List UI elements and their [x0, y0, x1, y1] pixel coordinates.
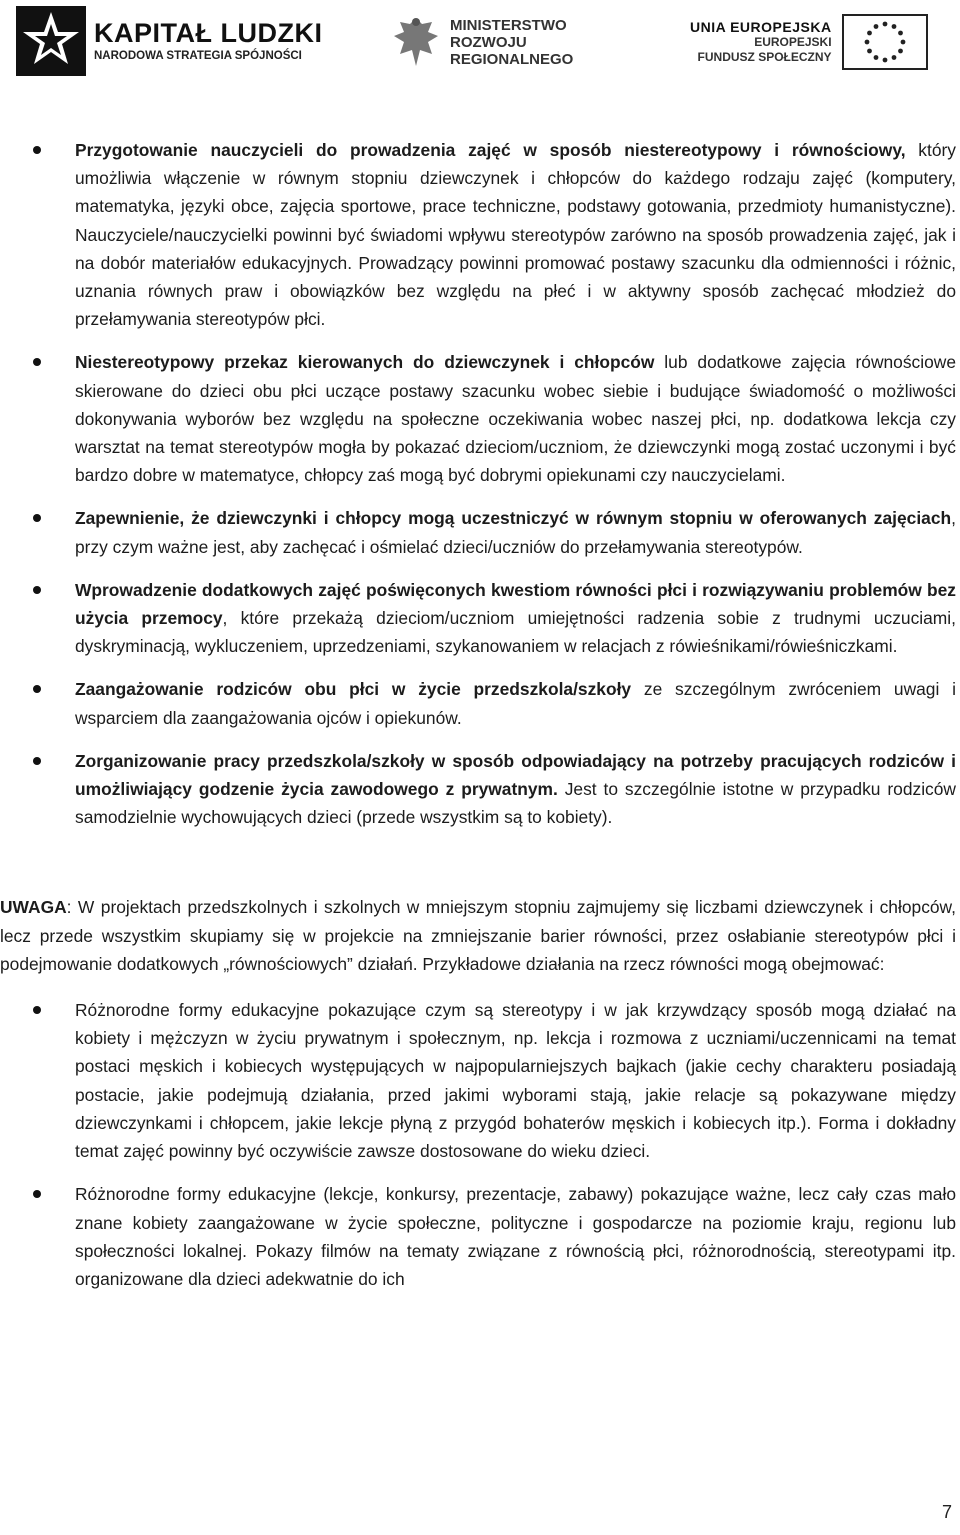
list-item: Różnorodne formy edukacyjne (lekcje, konkursy, prezentacje, zabawy) pokazujące ważne, lecz cały czas mało znane kobiety zaangażowane w życie społeczne, polityczne i gospodarcze na poziomie kraju, regionu lub społeczności lokalnej. Pokazy filmów na tematy związane z równością płci, różnorodnością, stereotypami itp. organizowane dla dzieci adekwatnie do ich	[0, 1180, 956, 1293]
note-text: : W projektach przedszkolnych i szkolnych w mniejszym stopniu zajmujemy się liczbami dziewczynek i chłopców, lecz przede wszystkim skupiamy się w projekcie na zmniejszanie barier równości, przez osłabianie stereotypów płci i podejmowanie dodatkowych „równościowych” działań. Przykładowe działania na rzecz równości mogą obejmować:	[0, 897, 956, 974]
eu-logo	[690, 14, 928, 70]
ministry-line-3: REGIONALNEGO	[450, 50, 574, 68]
page-number: 7	[941, 1502, 952, 1522]
list-item: Przygotowanie nauczycieli do prowadzenia zajęć w sposób niestereotypowy i równościowy, który umożliwia włączenie w równym stopniu dziewczynek i chłopców do każdego rodzaju zajęć (komputery, matematyka, języki obce, zajęcia sportowe, prace techniczne, podstawy gotowania, przedmioty humanistyczne). Nauczyciele/nauczycielki powinni być świadomi wpływu stereotypów zarówno na sposób prowadzenia zajęć, jak i na dobór materiałów edukacyjnych. Prowadzący powinni promować postawy szacunku dla odmienności i różnic, uznania równych praw i obowiązków bez względu na płeć i w aktywny sposób zachęcać młodzież do przełamywania stereotypów płci.	[0, 136, 956, 333]
list-item: Niestereotypowy przekaz kierowanych do dziewczynek i chłopców lub dodatkowe zajęcia równościowe skierowane do dzieci obu płci uczące postawy szacunku wobec siebie i budujące świadomość o możliwości dokonywania wyborów bez względu na społeczne oczekiwania wobec naszej płci, np. dodatkowa lekcja czy warsztat na temat stereotypów mogła by pokazać dzieciom/uczniom, że dziewczynki mogą zostać uczonymi i być bardzo dobre w matematyce, chłopcy zaś mogą być dobrymi opiekunami czy nauczycielami.	[0, 348, 956, 489]
kapital-title: KAPITAŁ LUDZKI	[94, 17, 323, 48]
bullet-icon	[33, 1190, 41, 1198]
example-actions-list	[0, 996, 956, 1293]
bullet-icon	[33, 685, 41, 693]
bullet-icon	[33, 757, 41, 765]
bullet-icon	[33, 586, 41, 594]
bullet-icon	[33, 146, 41, 154]
list-item: Zaangażowanie rodziców obu płci w życie przedszkola/szkoły ze szczególnym zwróceniem uwagi i wsparciem dla zaangażowania ojców i opiekunów.	[0, 675, 956, 731]
note-label: UWAGA	[0, 897, 67, 918]
bullet-icon	[33, 514, 41, 522]
list-item: Zorganizowanie pracy przedszkola/szkoły w sposób odpowiadający na potrzeby pracujących rodziców i umożliwiający godzenie życia zawodowego z prywatnym. Jest to szczególnie istotne w przypadku rodziców samodzielnie wychowujących dzieci (przede wszystkim są to kobiety).	[0, 747, 956, 832]
eu-flag-icon	[842, 14, 928, 70]
kapital-subtitle: NARODOWA STRATEGIA SPÓJNOŚCI	[94, 49, 302, 62]
bullet-icon	[33, 358, 41, 366]
eu-line-2: EUROPEJSKI	[754, 34, 832, 49]
eagle-emblem-icon	[392, 14, 440, 70]
page-header	[0, 0, 960, 80]
document-body	[0, 136, 956, 1308]
note-paragraph	[0, 893, 956, 978]
eu-line-3: FUNDUSZ SPOŁECZNY	[697, 49, 832, 64]
eu-line-1: UNIA EUROPEJSKA	[690, 18, 832, 35]
list-item: Wprowadzenie dodatkowych zajęć poświęconych kwestiom równości płci i rozwiązywaniu problemów bez użycia przemocy, które przekażą dzieciom/uczniom umiejętności radzenia sobie z trudnymi uczuciami, dyskryminacją, wykluczeniem, uprzedzeniami, szykanowaniem w relacjach z rówieśnikami/rówieśniczkami.	[0, 576, 956, 661]
recommendation-list	[0, 136, 956, 831]
star-emblem-icon	[16, 6, 86, 76]
list-item: Zapewnienie, że dziewczynki i chłopcy mogą uczestniczyć w równym stopniu w oferowanych zajęciach, przy czym ważne jest, aby zachęcać i ośmielać dzieci/uczniów do przełamywania stereotypów.	[0, 504, 956, 560]
bullet-icon	[33, 1006, 41, 1014]
ministry-logo	[392, 14, 573, 70]
list-item: Różnorodne formy edukacyjne pokazujące czym są stereotypy i w jak krzywdzący sposób mogą działać na kobiety i mężczyzn w życiu prywatnym i społecznym, np. lekcja i rozmowa z uczniami/uczennicami na temat postaci męskich i kobiecych występujących w najpopularniejszych bajkach (jakie cechy charakteru posiadają postacie, jakie podejmują działania, przed jakimi wyborami stają, jakie relacje są pokazywane między dziewczynkami i chłopcem, jakie lekcje płyną z przygód bohaterów męskich i kobiecych itp.). Forma i dokładny temat zajęć powinny być oczywiście zawsze dostosowane do wieku dzieci.	[0, 996, 956, 1165]
ministry-line-1: MINISTERSTWO	[450, 16, 567, 34]
ministry-line-2: ROZWOJU	[450, 33, 527, 51]
kapital-ludzki-logo	[16, 6, 322, 76]
